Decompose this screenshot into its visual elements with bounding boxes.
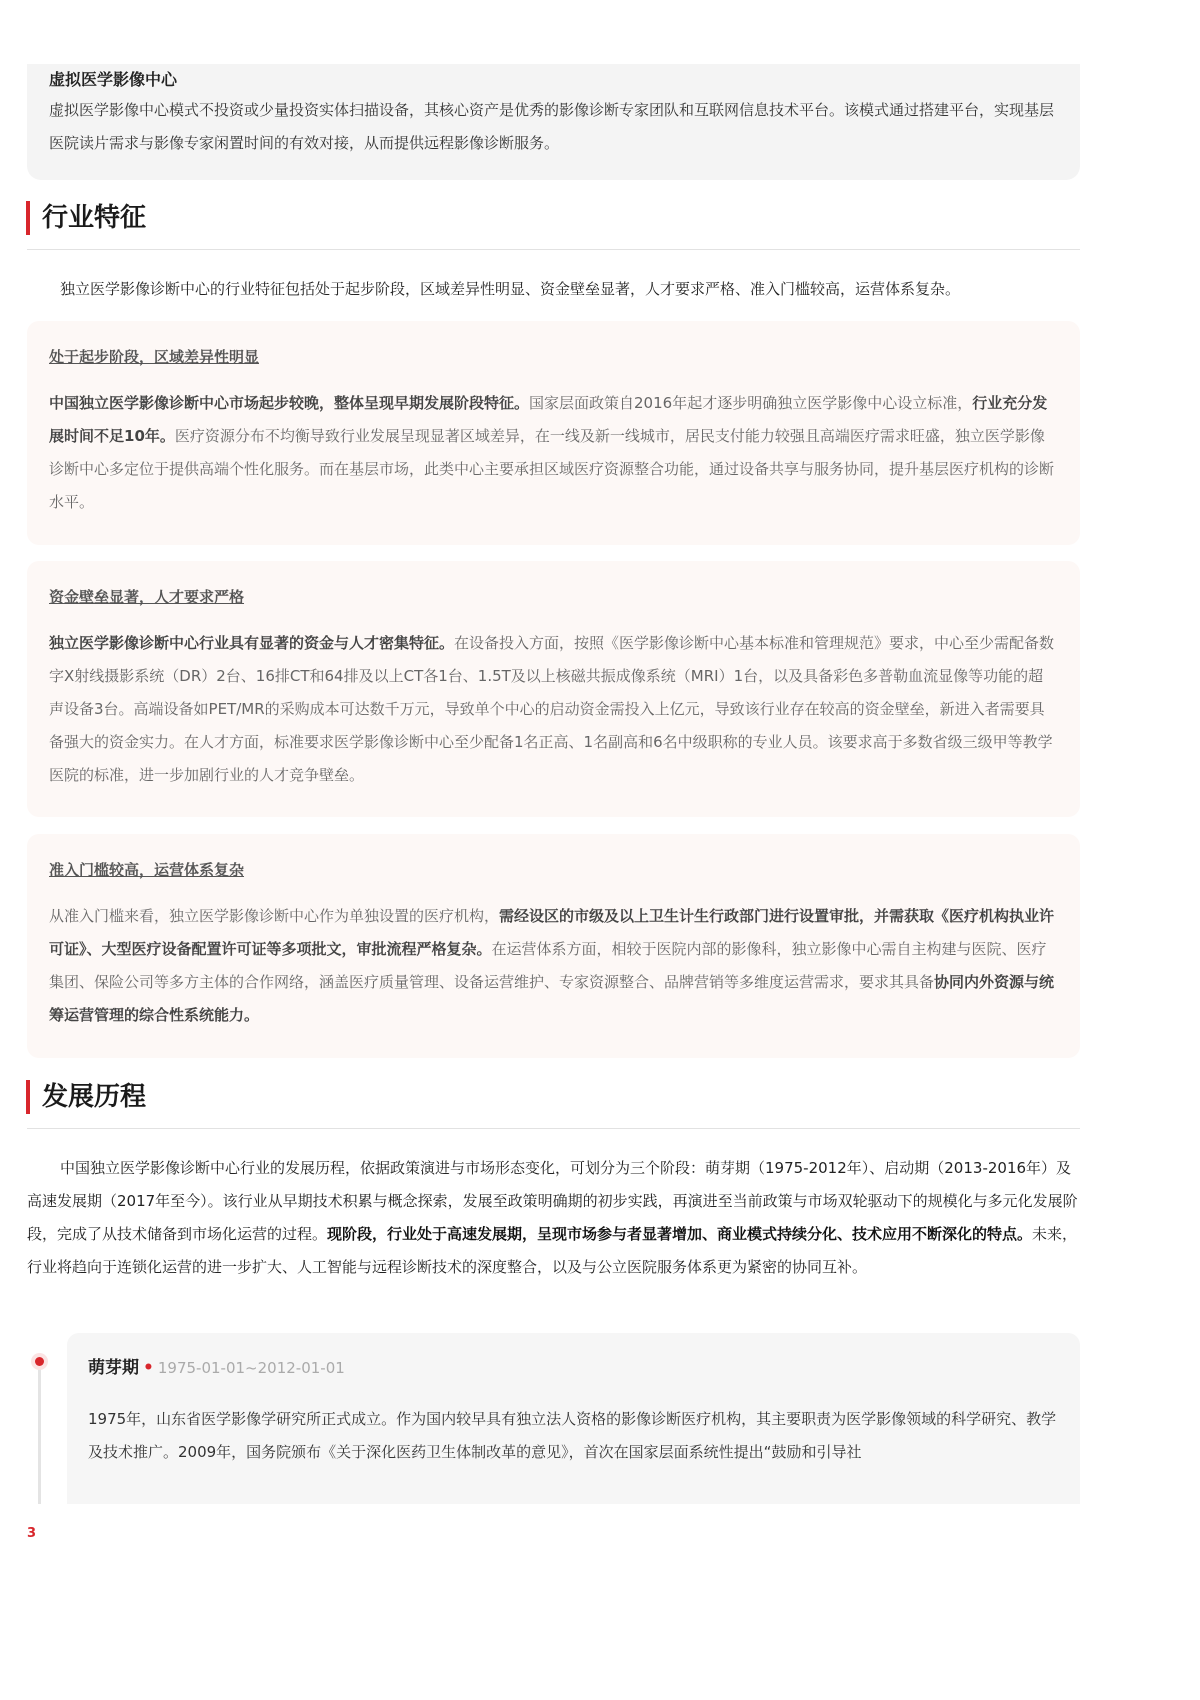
virtual-center-text: 虚拟医学影像中心模式不投资或少量投资实体扫描设备，其核心资产是优秀的影像诊断专家团队和互联网信息技术平台。该模式通过搭建平台，实现基层医院读片需求与影像专家闲置时间的有效对接，从而提供远程影像诊断服务。 bbox=[49, 101, 1055, 152]
stage-description: 1975年，山东省医学影像学研究所正式成立。作为国内较早具有独立法人资格的影像诊断医疗机构，其主要职责为医学影像领域的科学研究、教学及技术推广。2009年，国务院颁布《关于深化医药卫生体制改革的意见》，首次在国家层面系统性提出“鼓励和引导社 bbox=[88, 1410, 1057, 1461]
section-divider bbox=[27, 1128, 1080, 1129]
feature-card-text: 从准入门槛来看，独立医学影像诊断中心作为单独设置的医疗机构，需经设区的市级及以上卫生计生行政部门进行设置审批，并需获取《医疗机构执业许可证》、大型医疗设备配置许可证等多项批文，审批流程严格复杂。在运营体系方面，相较于医院内部的影像科，独立影像中心需自主构建与医院、医疗集团、保险公司等多方主体的合作网络，涵盖医疗质量管理、设备运营维护、专家资源整合、品牌营销等多维度运营需求，要求其具备协同内外资源与统筹运营管理的综合性系统能力。 bbox=[49, 907, 1055, 1024]
section-divider bbox=[27, 249, 1080, 250]
feature-card-capital-talent bbox=[27, 561, 1080, 817]
section-title-industry-features: 行业特征 bbox=[26, 201, 146, 235]
timeline-line bbox=[38, 1360, 41, 1504]
feature-card-title: 处于起步阶段，区域差异性明显 bbox=[49, 348, 260, 366]
virtual-center-box bbox=[27, 64, 1080, 180]
page-number: 3 bbox=[27, 1526, 37, 1541]
timeline-dot-icon bbox=[31, 1353, 48, 1370]
industry-features-intro: 独立医学影像诊断中心的行业特征包括处于起步阶段，区域差异性明显、资金壁垒显著，人才要求严格、准入门槛较高，运营体系复杂。 bbox=[60, 280, 961, 298]
feature-card-text: 中国独立医学影像诊断中心市场起步较晚，整体呈现早期发展阶段特征。国家层面政策自2016年起才逐步明确独立医学影像中心设立标准，行业充分发展时间不足10年。医疗资源分布不均衡导致行业发展呈现显著区域差异，在一线及新一线城市，居民支付能力较强且高端医疗需求旺盛，独立医学影像诊断中心多定位于提供高端个性化服务。而在基层市场，此类中心主要承担区域医疗资源整合功能，通过设备共享与服务协同，提升基层医疗机构的诊断水平。 bbox=[49, 394, 1055, 511]
stage-header bbox=[88, 1353, 1059, 1383]
feature-card-text: 独立医学影像诊断中心行业具有显著的资金与人才密集特征。在设备投入方面，按照《医学影像诊断中心基本标准和管理规范》要求，中心至少需配备数字X射线摄影系统（DR）2台、16排CT和64排及以上CT各1台、1.5T及以上核磁共振成像系统（MRI）1台，以及具备彩色多普勒血流显像等功能的超声设备3台。高端设备如PET/MR的采购成本可达数千万元，导致单个中心的启动资金需投入上亿元，导致该行业存在较高的资金壁垒，新进入者需要具备强大的资金实力。在人才方面，标准要求医学影像诊断中心至少配备1名正高、1名副高和6名中级职称的专业人员。该要求高于多数省级三级甲等教学医院的标准，进一步加剧行业的人才竞争壁垒。 bbox=[49, 634, 1055, 784]
stage-card-germination bbox=[67, 1333, 1080, 1504]
stage-name: 萌芽期 bbox=[88, 1358, 139, 1378]
stage-date: 1975-01-01~2012-01-01 bbox=[157, 1359, 345, 1377]
feature-card-early-stage bbox=[27, 321, 1080, 545]
section-title-development-history: 发展历程 bbox=[26, 1080, 146, 1114]
feature-card-entry-barrier bbox=[27, 834, 1080, 1058]
development-history-text: 中国独立医学影像诊断中心行业的发展历程，依据政策演进与市场形态变化，可划分为三个阶段：萌芽期（1975-2012年）、启动期（2013-2016年）及高速发展期（2017年至今）。该行业从早期技术积累与概念探索，发展至政策明确期的初步实践，再演进至当前政策与市场双轮驱动下的规模化与多元化发展阶段，完成了从技术储备到市场化运营的过程。现阶段，行业处于高速发展期，呈现市场参与者显著增加、商业模式持续分化、技术应用不断深化的特点。未来，行业将趋向于连锁化运营的进一步扩大、人工智能与远程诊断技术的深度整合，以及与公立医院服务体系更为紧密的协同互补。 bbox=[27, 1159, 1078, 1276]
virtual-center-title: 虚拟医学影像中心 bbox=[49, 70, 178, 89]
feature-card-title: 资金壁垒显著，人才要求严格 bbox=[49, 588, 245, 606]
feature-card-title: 准入门槛较高，运营体系复杂 bbox=[49, 861, 245, 879]
stage-separator: • bbox=[143, 1358, 154, 1378]
